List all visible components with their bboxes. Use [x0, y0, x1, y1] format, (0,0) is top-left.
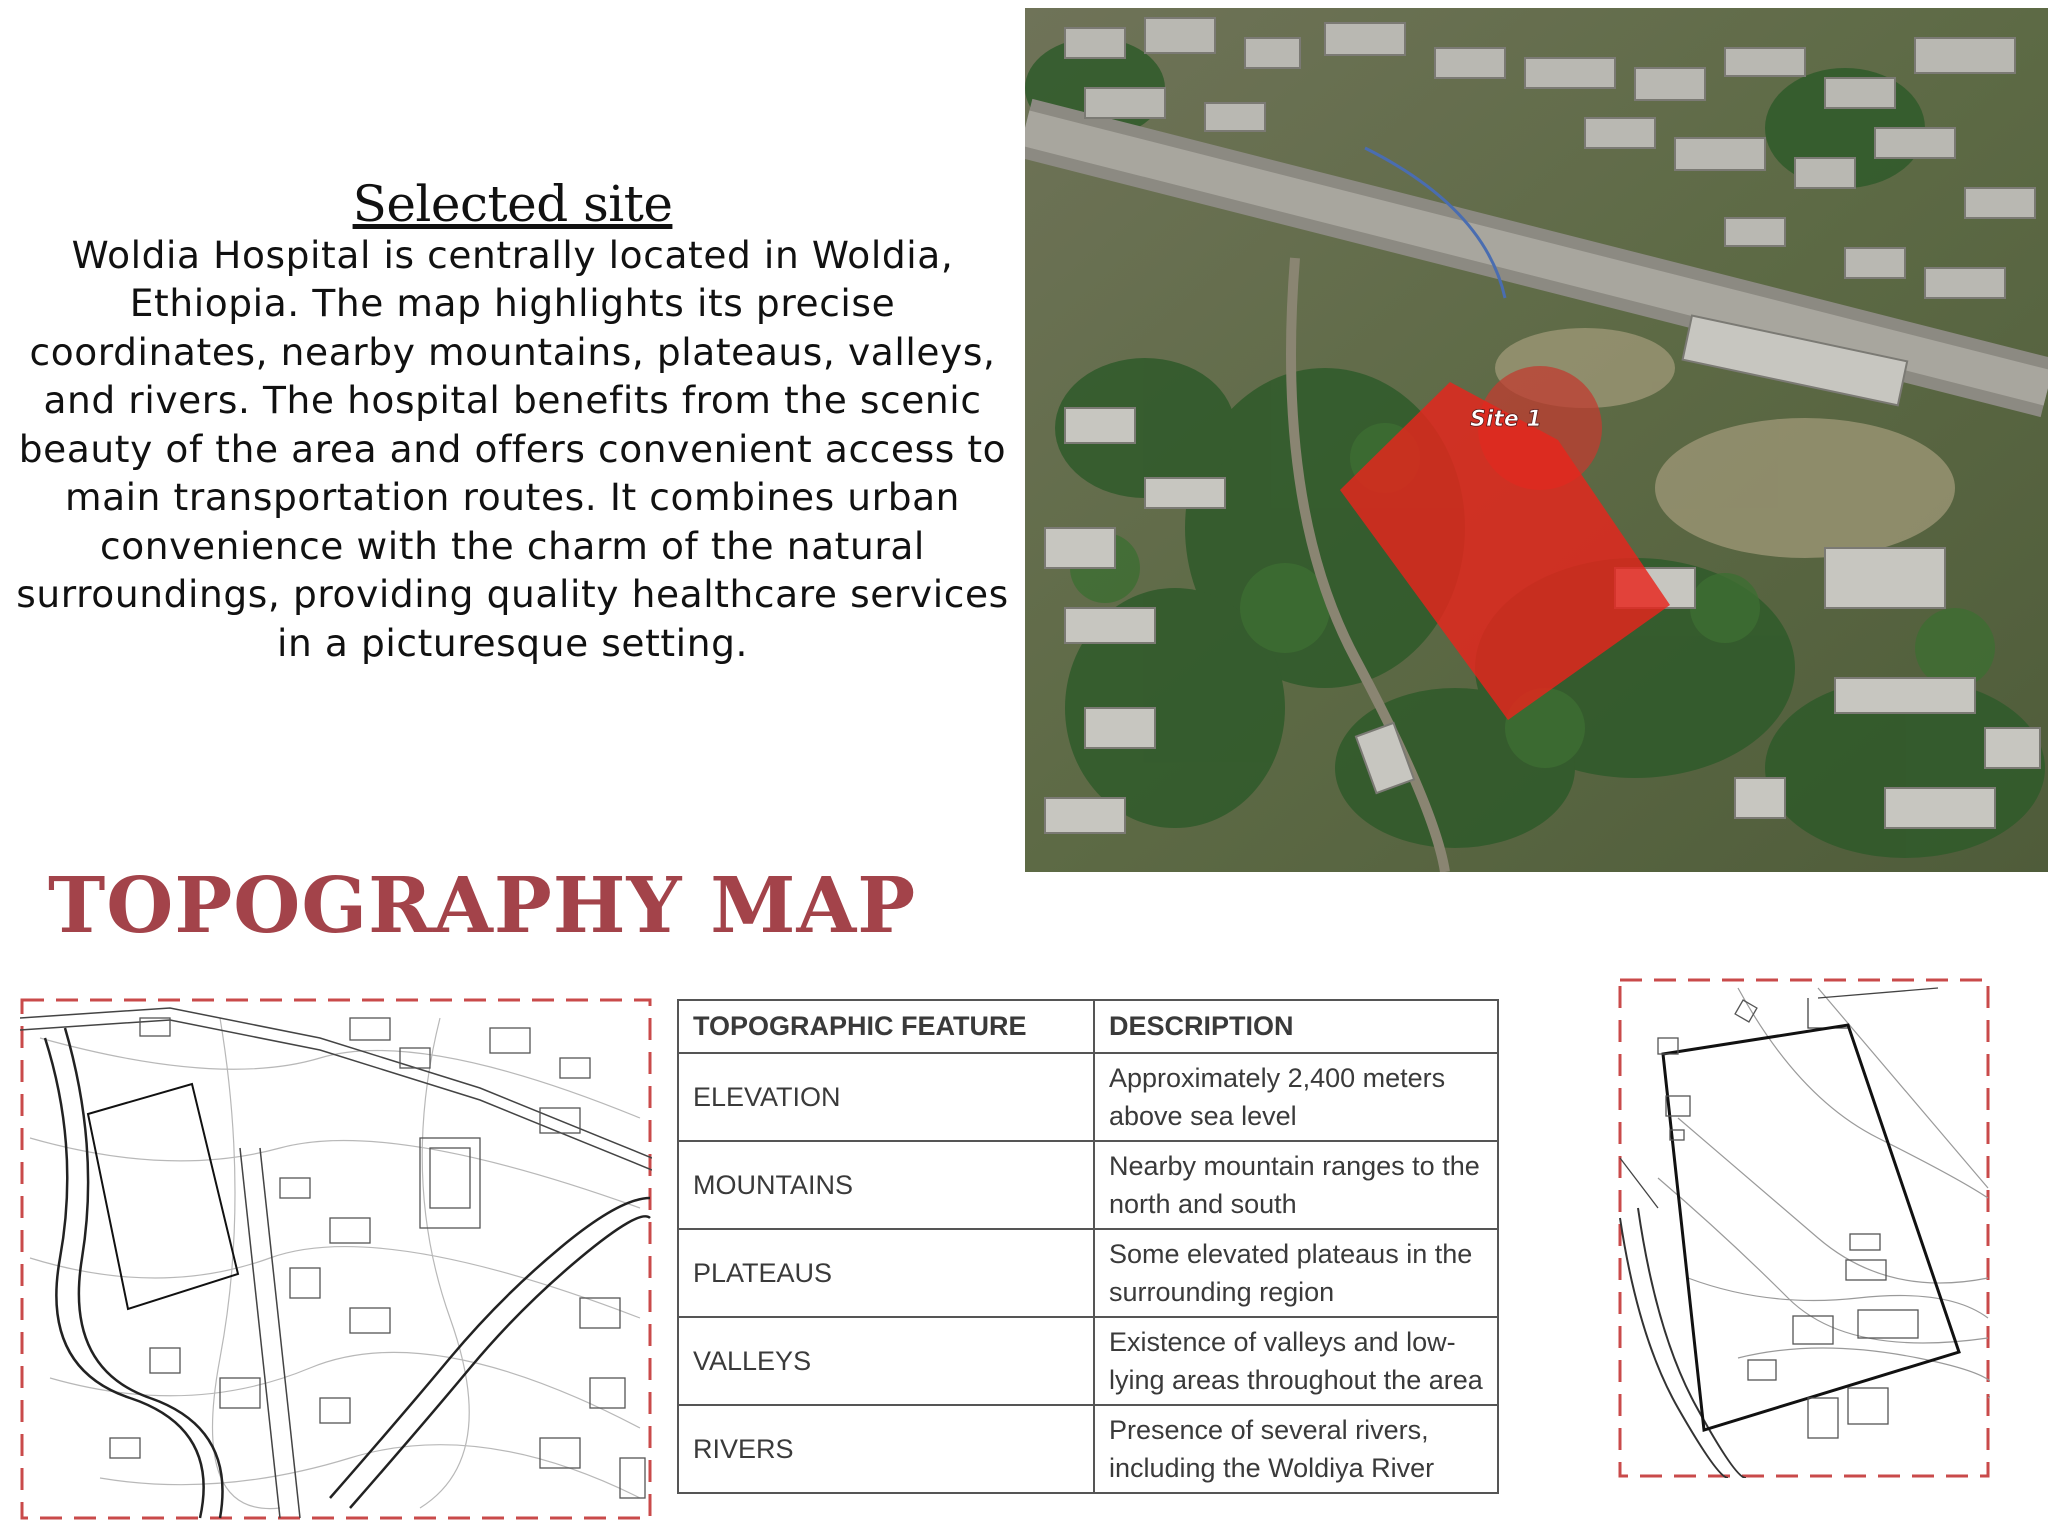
- page-title: Selected site: [352, 175, 673, 233]
- table-row: [678, 1229, 1498, 1317]
- table-row: [678, 1053, 1498, 1141]
- description-cell: Some elevated plateaus in the surrounding region: [1094, 1229, 1498, 1317]
- table-row: [678, 1141, 1498, 1229]
- description-cell: Approximately 2,400 meters above sea level: [1094, 1053, 1498, 1141]
- feature-cell: PLATEAUS: [678, 1229, 1094, 1317]
- intro-body: Woldia Hospital is centrally located in Woldia, Ethiopia. The map highlights its precise coordinates, nearby mountains, plateaus, valleys, and rivers. The hospital benefits from the scenic beauty of the area and offers convenient access to main transportation routes. It combines urban convenience with the charm of the natural surroundings, providing quality healthcare services in a picturesque setting.: [16, 232, 1009, 665]
- topographic-features-table: [677, 999, 1499, 1494]
- topography-title: TOPOGRAPHY MAP: [48, 861, 917, 951]
- feature-cell: RIVERS: [678, 1405, 1094, 1493]
- feature-cell: ELEVATION: [678, 1053, 1094, 1141]
- table-row: [678, 1317, 1498, 1405]
- intro-section: [10, 175, 1015, 667]
- feature-cell: MOUNTAINS: [678, 1141, 1094, 1229]
- aerial-site-photo: [1025, 8, 2048, 872]
- description-cell: Existence of valleys and low-lying areas throughout the area: [1094, 1317, 1498, 1405]
- description-cell: Presence of several rivers, including the Woldiya River: [1094, 1405, 1498, 1493]
- description-cell: Nearby mountain ranges to the north and south: [1094, 1141, 1498, 1229]
- topography-map-site-detail: [1618, 978, 1990, 1478]
- table-header-row: [678, 1000, 1498, 1053]
- feature-cell: VALLEYS: [678, 1317, 1094, 1405]
- table-header-feature: TOPOGRAPHIC FEATURE: [678, 1000, 1094, 1053]
- table-header-description: DESCRIPTION: [1094, 1000, 1498, 1053]
- topography-map-overview: [20, 998, 652, 1520]
- site-label: Site 1: [1470, 407, 1542, 432]
- intro-paragraph: [10, 231, 1015, 668]
- table-row: [678, 1405, 1498, 1493]
